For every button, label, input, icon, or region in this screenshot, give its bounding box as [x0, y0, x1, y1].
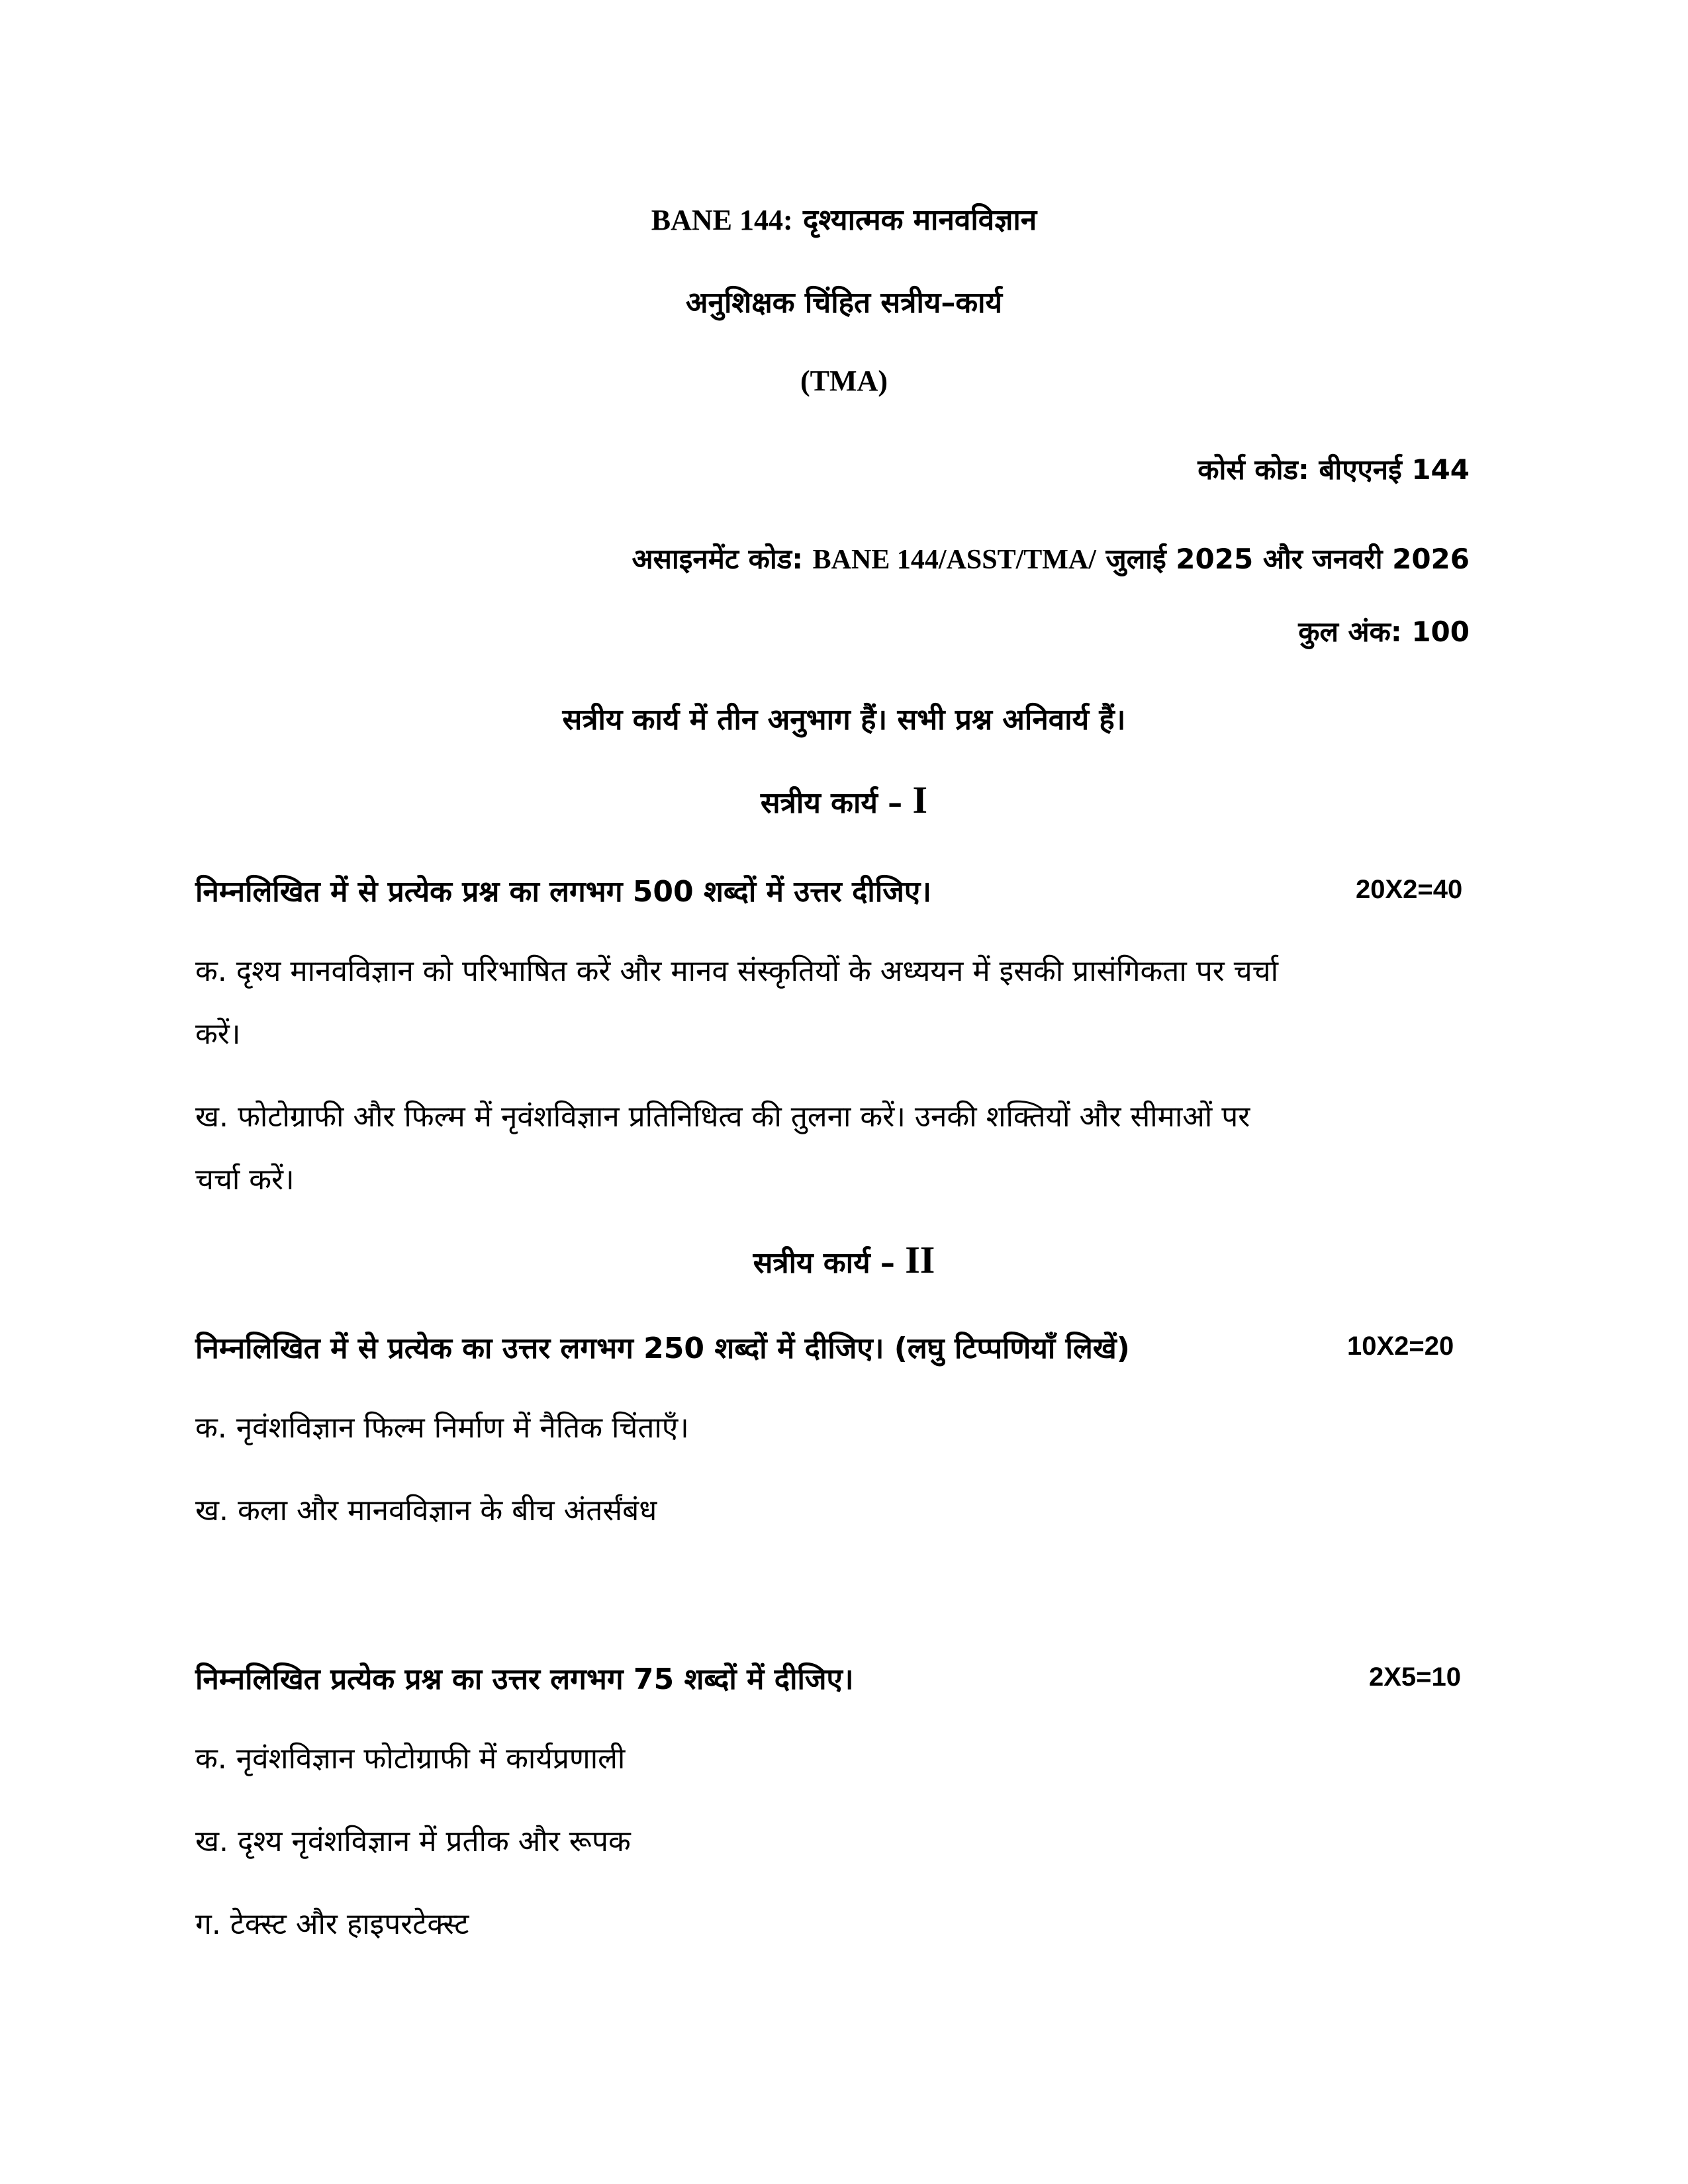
total-marks-line [1298, 612, 1470, 650]
course-code-line [1197, 450, 1470, 488]
total-marks-value: 100 [1411, 615, 1470, 648]
course-name-title: दृश्यात्मक मानवविज्ञान [802, 203, 1037, 237]
general-instruction: सत्रीय कार्य में तीन अनुभाग हैं। सभी प्रश्न अनिवार्य हैं। [562, 703, 1126, 737]
section-1-marks: 20X2=40 [1356, 875, 1463, 904]
section-2-heading [0, 1238, 1688, 1282]
document-subtitle: अनुशिक्षक चिंहित सत्रीय–कार्य [685, 286, 1003, 320]
section-3-question-c: ग. टेक्स्ट और हाइपरटेक्स्ट [195, 1907, 469, 1941]
section-2-title: सत्रीय कार्य – [753, 1246, 895, 1280]
section-1-question-a-line-1: क. दृश्य मानवविज्ञान को परिभाषित करें और मानव संस्कृतियों के अध्ययन में इसकी प्रासंगिकता पर चर्चा [195, 954, 1279, 988]
section-1-roman: I [912, 778, 928, 821]
section-1-question-a-line-2: करें। [195, 1017, 241, 1051]
course-code-value: बीएएनई 144 [1319, 453, 1470, 486]
section-1-heading [0, 778, 1688, 822]
total-marks-label: कुल अंक: [1298, 615, 1402, 648]
course-code-label: कोर्स कोड: [1197, 453, 1309, 486]
section-1-title: सत्रीय कार्य – [760, 786, 903, 820]
section-3-question-a: क. नृवंशविज्ञान फोटोग्राफी में कार्यप्रणाली [195, 1742, 626, 1776]
section-2-question-a: क. नृवंशविज्ञान फिल्म निर्माण में नैतिक चिंताएँ। [195, 1411, 689, 1445]
section-1-question-b-line-2: चर्चा करें। [195, 1163, 295, 1197]
assignment-code-value: BANE 144/ASST/TMA/ [812, 545, 1096, 575]
section-2-marks: 10X2=20 [1347, 1332, 1454, 1361]
course-code-title: BANE 144: [651, 204, 793, 236]
section-1-question-b-line-1: ख. फोटोग्राफी और फिल्म में नृवंशविज्ञान प्रतिनिधित्व की तुलना करें। उनकी शक्तियों और सीमाओं पर [195, 1100, 1250, 1134]
assignment-session: जुलाई 2025 और जनवरी 2026 [1105, 543, 1470, 575]
document-abbreviation: (TMA) [800, 365, 888, 397]
assignment-code-label: असाइनमेंट कोड: [632, 543, 804, 575]
section-2-instruction: निम्नलिखित में से प्रत्येक का उत्तर लगभग 250 शब्दों में दीजिए। (लघु टिप्पणियाँ लिखें) [195, 1332, 1130, 1365]
assignment-code-line [632, 539, 1470, 577]
section-1-instruction: निम्नलिखित में से प्रत्येक प्रश्न का लगभग 500 शब्दों में उत्तर दीजिए। [195, 875, 931, 909]
section-2-roman: II [905, 1238, 935, 1281]
document-title [0, 199, 1688, 238]
section-2-question-b: ख. कला और मानवविज्ञान के बीच अंतर्संबंध [195, 1494, 657, 1527]
section-3-marks: 2X5=10 [1369, 1662, 1462, 1692]
section-3-question-b: ख. दृश्य नृवंशविज्ञान में प्रतीक और रूपक [195, 1825, 631, 1858]
section-3-instruction: निम्नलिखित प्रत्येक प्रश्न का उत्तर लगभग 75 शब्दों में दीजिए। [195, 1662, 854, 1696]
